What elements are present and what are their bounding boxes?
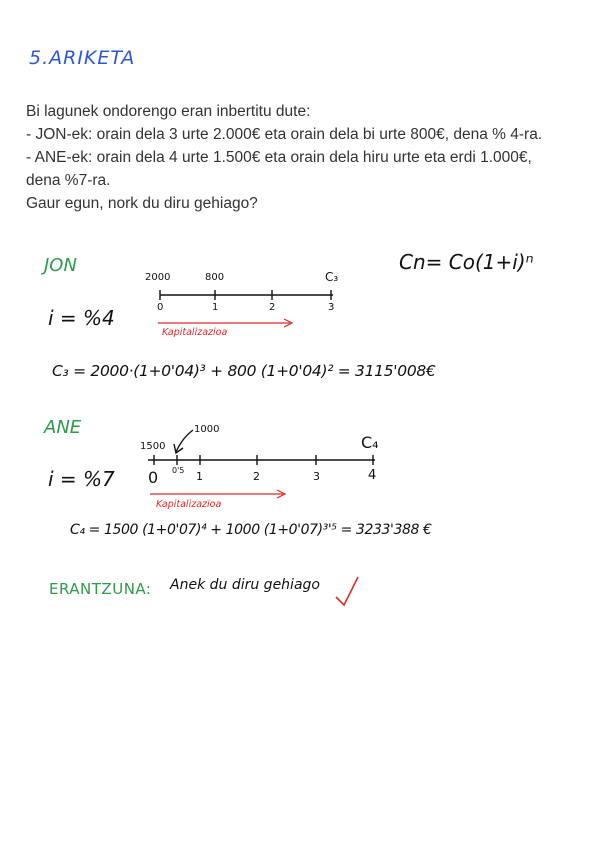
compound-formula: Cn= Co(1+i)ⁿ (399, 250, 534, 274)
ane-amount-a: 1500 (140, 441, 166, 452)
jon-amount-b: 800 (205, 272, 225, 283)
jon-tick-label: 3 (328, 302, 335, 313)
ane-heading: ANE (44, 417, 82, 438)
ane-pointer-arrowhead (174, 444, 183, 453)
jon-calculation: C₃ = 2000·(1+0'04)³ + 800 (1+0'04)² = 3115'008€ (52, 362, 436, 380)
exercise-title: 5.ARIKETA (29, 47, 136, 69)
jon-tick-label: 1 (212, 302, 219, 313)
problem-line: - JON-ek: orain dela 3 urte 2.000€ eta orain dela bi urte 800€, dena % 4-ra. (26, 126, 543, 143)
ane-end-label: C₄ (361, 433, 379, 452)
jon-tick-label: 2 (269, 302, 276, 313)
problem-line: dena %7-ra. (26, 172, 111, 189)
answer-text: Anek du diru gehiago (170, 577, 320, 593)
answer-label: ERANTZUNA: (49, 580, 152, 598)
ane-tick-label: 2 (253, 470, 260, 483)
ane-tick-label: 3 (313, 470, 320, 483)
check-icon (336, 577, 358, 605)
problem-line: Bi lagunek ondorengo eran inbertitu dute: (26, 103, 311, 120)
ane-cap-label: Kapitalizazioa (156, 499, 222, 510)
jon-rate: i = %4 (48, 306, 115, 330)
ane-tick-label: 4 (368, 468, 377, 483)
jon-heading: JON (44, 255, 77, 276)
ane-tick-label: 0'5 (172, 466, 185, 475)
problem-line: - ANE-ek: orain dela 4 urte 1.500€ eta orain dela hiru urte eta erdi 1.000€, (26, 149, 532, 166)
ane-rate: i = %7 (48, 467, 115, 491)
jon-tick-label: 0 (157, 302, 164, 313)
jon-cap-label: Kapitalizazioa (162, 327, 228, 338)
ane-calculation: C₄ = 1500 (1+0'07)⁴ + 1000 (1+0'07)³'⁵ = 3233'388 € (70, 522, 432, 538)
jon-end-label: C₃ (325, 270, 339, 284)
ane-pointer-arrow (176, 430, 193, 452)
ane-amount-b: 1000 (194, 424, 220, 435)
ane-tick-label: 0 (148, 468, 159, 487)
jon-amount-a: 2000 (145, 272, 171, 283)
ane-tick-label: 1 (196, 470, 203, 483)
problem-line: Gaur egun, nork du diru gehiago? (26, 195, 258, 212)
